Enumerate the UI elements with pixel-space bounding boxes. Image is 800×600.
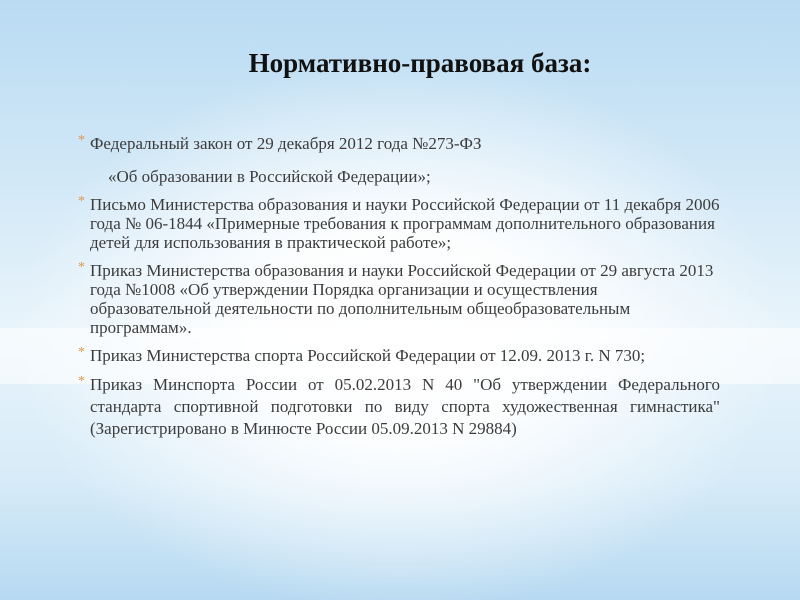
list-item-text: Приказ Министерства образования и науки Российской Федерации от 29 августа 2013 года №1008 «Об утверждении Порядка организации и осуществления образовательной деятельности по дополнительным общеобразовательным программам». xyxy=(90,261,714,337)
list-item-text: Приказ Минспорта России от 05.02.2013 N 40 "Об утверждении Федерального стандарта спортивной подготовки по виду спорта художественная гимнастика" (Зарегистрировано в Минюсте России 05.09.2013 N 29884) xyxy=(90,375,720,438)
list-item-text: Письмо Министерства образования и науки Российской Федерации от 11 декабря 2006 года № 06-1844 «Примерные требования к программам дополнительного образования детей для использования в практической работе»; xyxy=(90,195,720,252)
list-item xyxy=(78,261,720,337)
slide-title: Нормативно-правовая база: xyxy=(248,48,592,78)
list-item-text: Федеральный закон от 29 декабря 2012 года №273-ФЗ xyxy=(90,134,482,153)
asterisk-bullet-icon: * xyxy=(78,345,85,360)
asterisk-bullet-icon: * xyxy=(78,194,85,209)
list-item xyxy=(78,195,720,252)
list-item-text: Приказ Министерства спорта Российской Федерации от 12.09. 2013 г. N 730; xyxy=(90,346,646,365)
asterisk-bullet-icon: * xyxy=(78,133,85,148)
list-item xyxy=(78,374,720,440)
bullet-list xyxy=(78,134,720,449)
list-item xyxy=(78,346,720,365)
asterisk-bullet-icon: * xyxy=(78,260,85,275)
asterisk-bullet-icon: * xyxy=(78,374,85,389)
list-item-text-continuation: «Об образовании в Российской Федерации»; xyxy=(108,167,431,186)
list-item xyxy=(78,134,720,186)
